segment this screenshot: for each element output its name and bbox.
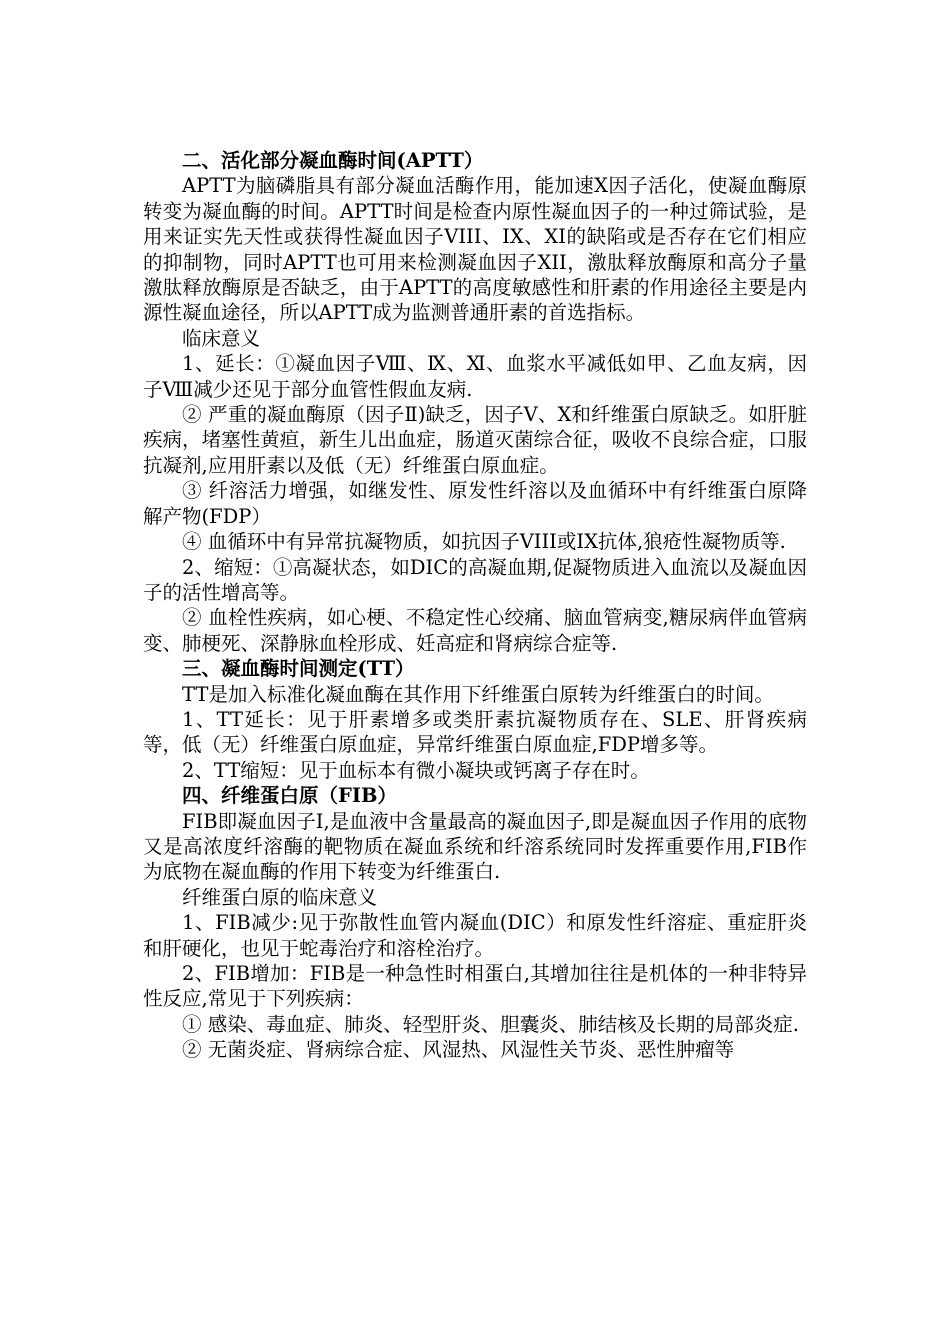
section-heading-aptt: 二、活化部分凝血酶时间(APTT） (182, 149, 484, 172)
paragraph-aptt-prolonged-1: 1、延长：①凝血因子Ⅷ、Ⅸ、Ⅺ、血浆水平减低如甲、乙血友病，因子Ⅷ减少还见于部分血管性假血友病. (143, 352, 807, 401)
paragraph-tt-prolonged: 1、TT延长：见于肝素增多或类肝素抗凝物质存在、SLE、肝肾疾病等，低（无）纤维蛋白原血症，异常纤维蛋白原血症,FDP增多等。 (143, 707, 807, 757)
paragraph-aptt-prolonged-2: ② 严重的凝血酶原（因子Ⅱ)缺乏，因子V、X和纤维蛋白原缺乏。如肝脏疾病，堵塞性黄疸，新生儿出血症，肠道灭菌综合征，吸收不良综合症，口服抗凝剂,应用肝素以及低（无）纤维蛋白原血症。 (143, 403, 807, 477)
paragraph-fib-definition: FIB即凝血因子I,是血液中含量最高的凝血因子,即是凝血因子作用的底物又是高浓度纤溶酶的靶物质在凝血系统和纤溶系统同时发挥重要作用,FIB作为底物在凝血酶的作用下转变为纤维蛋白. (143, 809, 807, 884)
paragraph-fib-decreased: 1、FIB减少:见于弥散性血管内凝血(DIC）和原发性纤溶症、重症肝炎和肝硬化，也见于蛇毒治疗和溶栓治疗。 (143, 911, 807, 960)
paragraph-aptt-prolonged-4: ④ 血循环中有异常抗凝物质，如抗因子VIII或IX抗体,狼疮性凝物质等. (182, 530, 786, 554)
paragraph-fib-increased-2: ② 无菌炎症、肾病综合症、风湿热、风湿性关节炎、恶性肿瘤等 (182, 1038, 735, 1062)
paragraph-fib-increased: 2、FIB增加：FIB是一种急性时相蛋白,其增加往往是机体的一种非特异性反应,常见于下列疾病： (143, 962, 807, 1011)
paragraph-tt-definition: TT是加入标准化凝血酶在其作用下纤维蛋白原转为纤维蛋白的时间。 (182, 682, 774, 706)
paragraph-aptt-prolonged-3: ③ 纤溶活力增强，如继发性、原发性纤溶以及血循环中有纤维蛋白原降解产物(FDP） (143, 479, 807, 528)
paragraph-aptt-definition: APTT为脑磷脂具有部分凝血活酶作用，能加速X因子活化，使凝血酶原转变为凝血酶的时间。APTT时间是检查内原性凝血因子的一种过筛试验，是用来证实先天性或获得性凝血因子VIII、IX、XI的缺陷或是否存在它们相应的抑制物，同时APTT也可用来检测凝血因子XII，激肽释放酶原和高分子量激肽释放酶原是否缺乏，由于APTT的高度敏感性和肝素的作用途径主要是内源性凝血途径，所以APTT成为监测普通肝素的首选指标。 (143, 174, 807, 325)
paragraph-clinical-significance-label: 临床意义 (182, 326, 261, 350)
paragraph-tt-shortened: 2、TT缩短：见于血标本有微小凝块或钙离子存在时。 (182, 758, 650, 782)
section-heading-fib: 四、纤维蛋白原（FIB） (182, 784, 397, 808)
document-page (143, 148, 807, 1063)
section-heading-tt: 三、凝血酶时间测定(TT） (182, 657, 415, 681)
paragraph-aptt-shortened-1: 2、缩短：①高凝状态，如DIC的高凝血期,促凝物质进入血流以及凝血因子的活性增高等。 (143, 555, 807, 604)
paragraph-fib-increased-1: ① 感染、毒血症、肺炎、轻型肝炎、胆囊炎、肺结核及长期的局部炎症. (182, 1012, 799, 1036)
paragraph-aptt-shortened-2: ② 血栓性疾病，如心梗、不稳定性心绞痛、脑血管病变,糖尿病伴血管病变、肺梗死、深静脉血栓形成、妊高症和肾病综合症等. (143, 606, 807, 655)
paragraph-fib-clinical-label: 纤维蛋白原的临床意义 (182, 885, 378, 909)
